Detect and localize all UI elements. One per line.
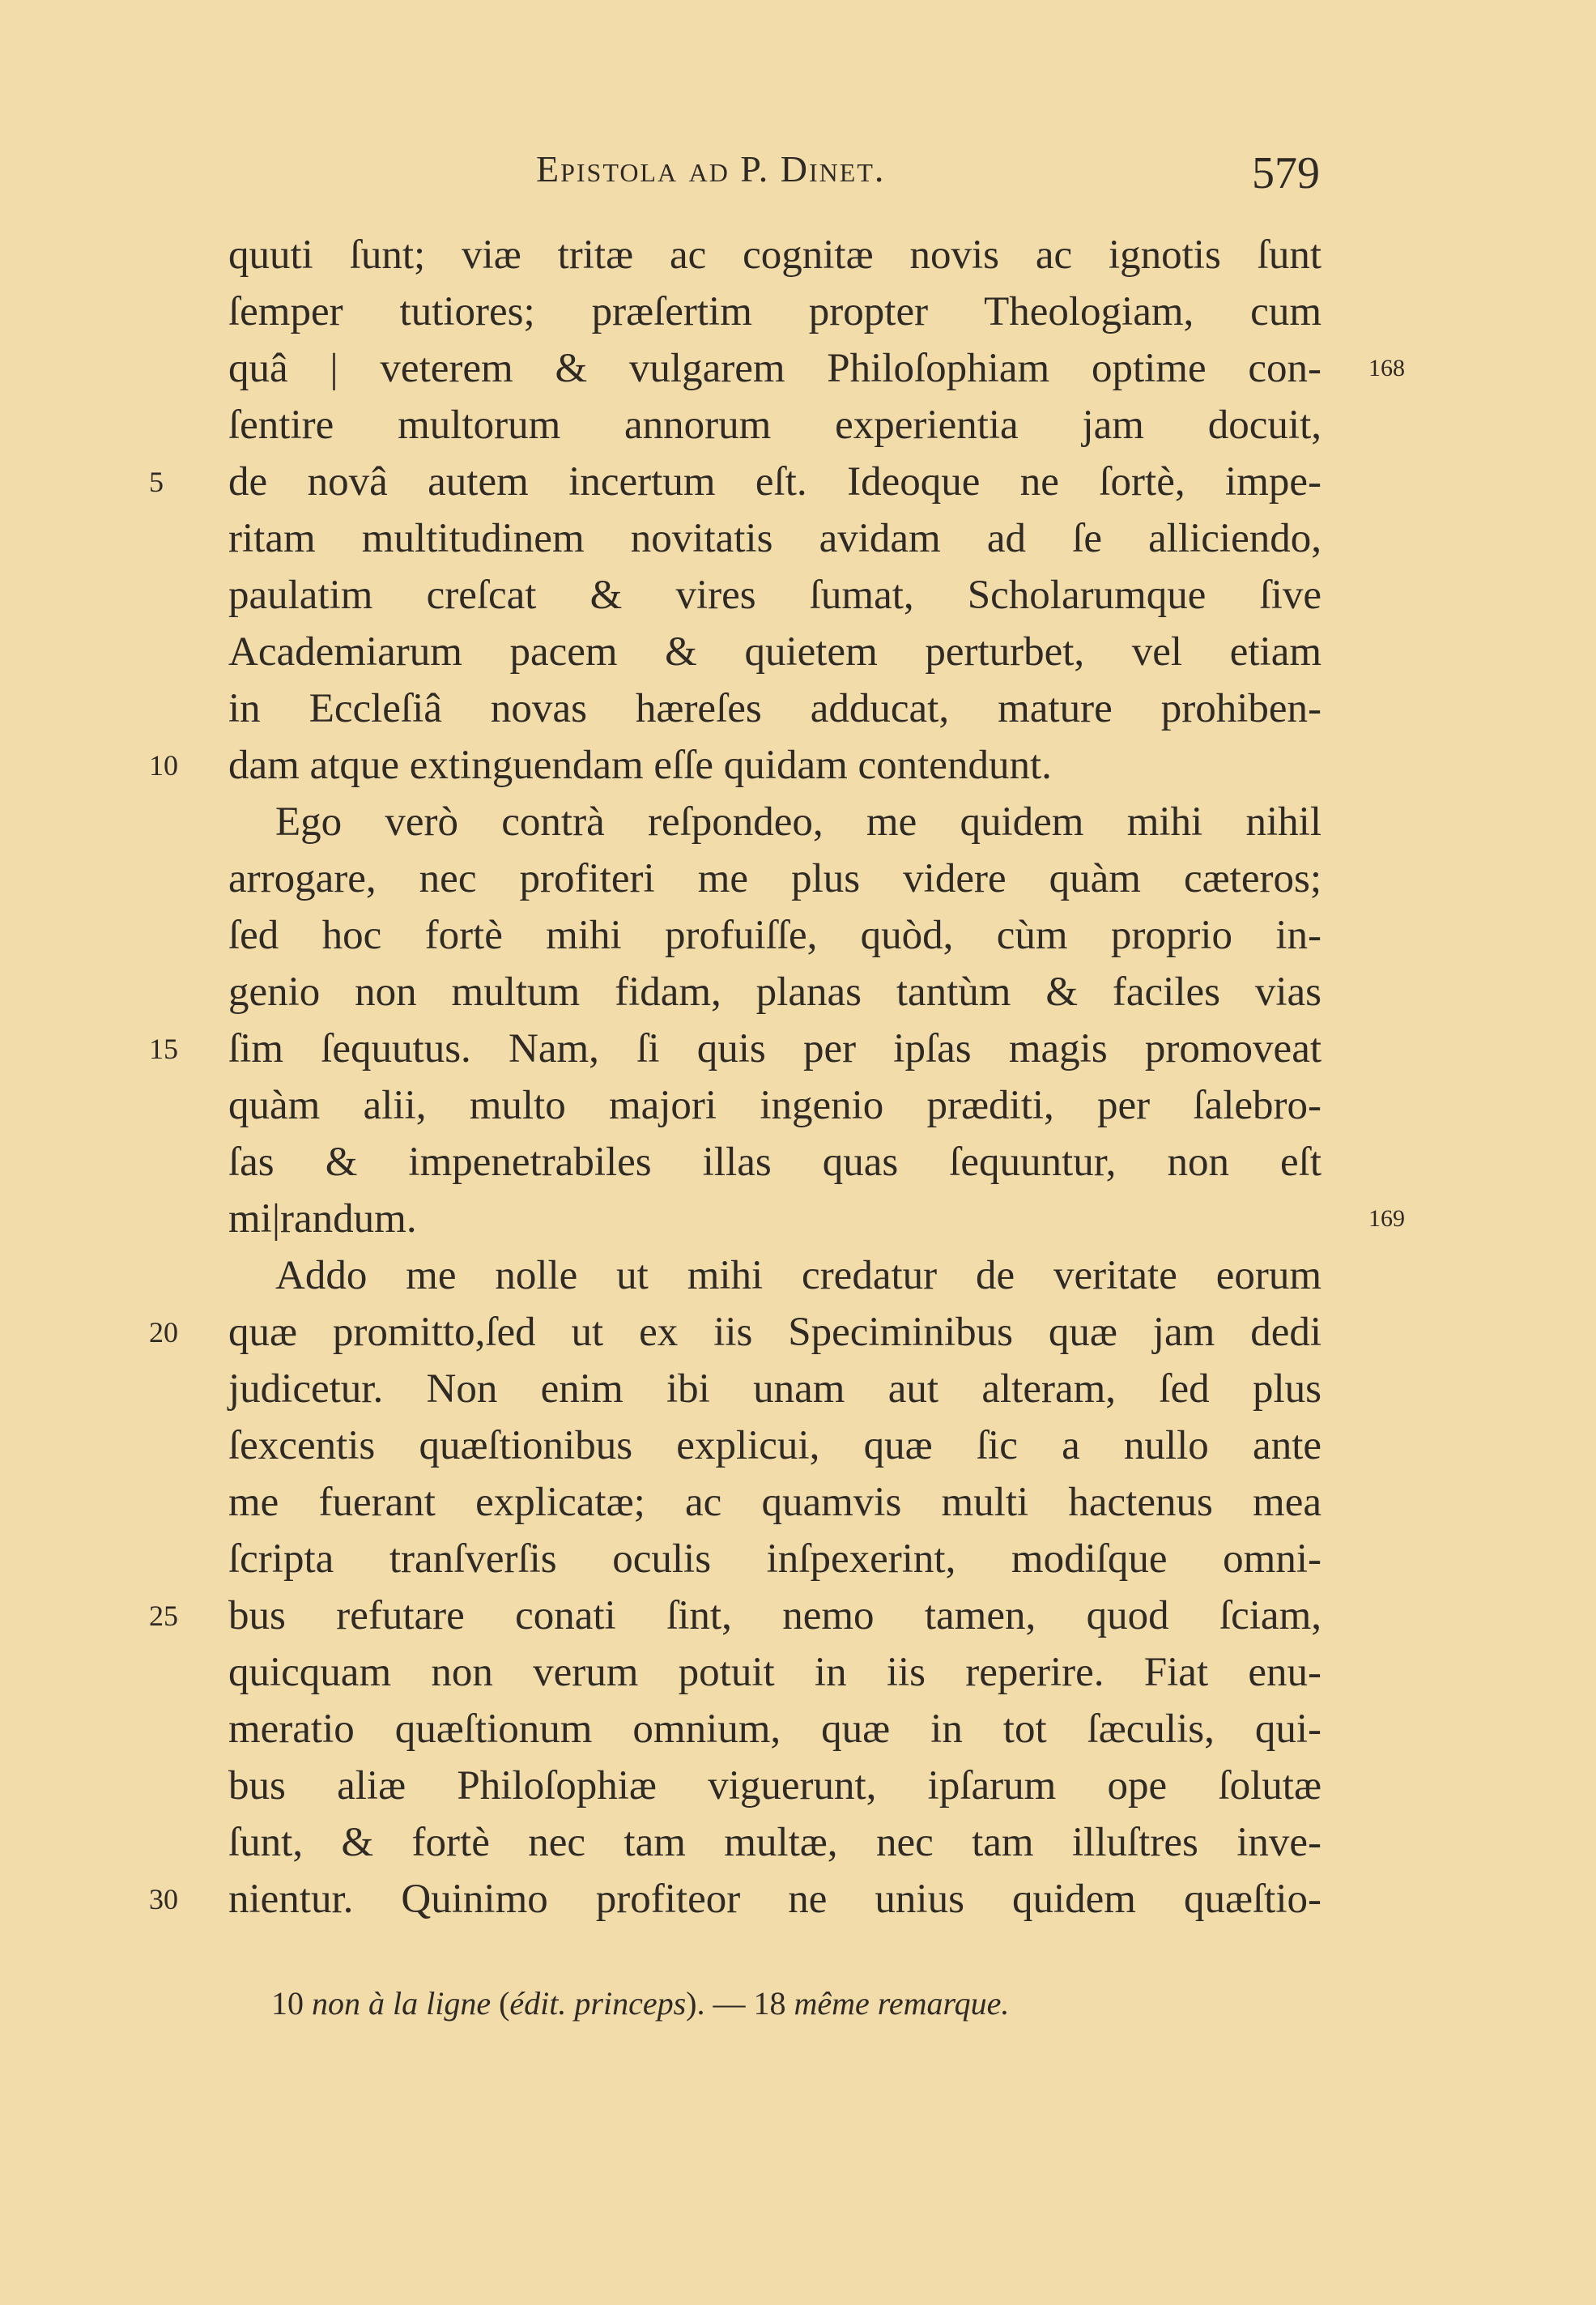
margin-page-ref: 169 [1368, 1205, 1405, 1232]
text-line: genio non multum fidam, planas tantùm & faciles vias [228, 969, 1321, 1015]
text-line: ſas & impenetrabiles illas quas ſequuntur, non eſt [228, 1140, 1321, 1185]
line-number: 10 [149, 749, 178, 782]
text-line: ſim ſequutus. Nam, ſi quis per ipſas magis promoveat [228, 1026, 1321, 1072]
text-line: quuti ſunt; viæ tritæ ac cognitæ novis ac ignotis ſunt [228, 232, 1321, 278]
footnote-line-ref: 10 [271, 1985, 304, 2022]
line-number: 20 [149, 1316, 178, 1348]
margin-page-ref: 168 [1368, 355, 1405, 381]
text-line: de novâ autem incertum eſt. Ideoque ne ſortè, impe- [228, 459, 1321, 505]
text-line: ſcripta tranſverſis oculis inſpexerint, modiſque omni- [228, 1536, 1321, 1582]
line-number: 15 [149, 1033, 178, 1065]
footnote-remark: non à la ligne [312, 1985, 492, 2022]
footnote-remark-2: même remarque. [794, 1985, 1010, 2022]
line-number: 30 [149, 1883, 178, 1915]
text-line: in Eccleſiâ novas hæreſes adducat, mature prohiben- [228, 686, 1321, 731]
text-line: Ego verò contrà reſpondeo, me quidem mihi nihil [275, 799, 1321, 845]
line-number: 25 [149, 1600, 178, 1632]
text-line: quicquam non verum potuit in iis reperire. Fiat enu- [228, 1650, 1321, 1695]
text-line: mi|randum. [228, 1196, 417, 1242]
text-line: Academiarum pacem & quietem perturbet, vel etiam [228, 629, 1321, 675]
text-line: nientur. Quinimo profiteor ne unius quidem quæſtio- [228, 1877, 1321, 1922]
text-line: me fuerant explicatæ; ac quamvis multi hactenus mea [228, 1480, 1321, 1525]
text-line: quàm alii, multo majori ingenio præditi, per ſalebro- [228, 1083, 1321, 1128]
text-line: ſexcentis quæſtionibus explicui, quæ ſic a nullo ante [228, 1423, 1321, 1468]
text-line: paulatim creſcat & vires ſumat, Scholarumque ſive [228, 573, 1321, 618]
text-line: ſentire multorum annorum experientia jam docuit, [228, 403, 1321, 448]
running-header [227, 147, 1320, 212]
text-line: arrogare, nec profiteri me plus videre quàm cæteros; [228, 856, 1321, 901]
text-line: bus aliæ Philoſophiæ viguerunt, ipſarum ope ſolutæ [228, 1763, 1321, 1809]
text-line: quæ promitto,ſed ut ex iis Speciminibus quæ jam dedi [228, 1310, 1321, 1355]
text-line: quâ | veterem & vulgarem Philoſophiam optime con- [228, 346, 1321, 391]
text-line: Addo me nolle ut mihi credatur de veritate eorum [275, 1253, 1321, 1298]
text-line: ſemper tutiores; præſertim propter Theologiam, cum [228, 289, 1321, 334]
footnote-edition: édit. princeps [509, 1985, 687, 2022]
running-title: Epistola ad P. Dinet. [536, 148, 886, 190]
page-number: 579 [1252, 148, 1320, 198]
text-line: ritam multitudinem novitatis avidam ad ſe alliciendo, [228, 516, 1321, 561]
footnote: 10 non à la ligne (édit. princeps). — 18 même remarque. [271, 1985, 1010, 2022]
text-line: ſunt, & fortè nec tam multæ, nec tam illuſtres inve- [228, 1820, 1321, 1865]
text-line: bus refutare conati ſint, nemo tamen, quod ſciam, [228, 1593, 1321, 1638]
line-number: 5 [149, 466, 164, 498]
text-line: ſed hoc fortè mihi profuiſſe, quòd, cùm proprio in- [228, 913, 1321, 958]
text-line: dam atque extinguendam eſſe quidam contendunt. [228, 743, 1052, 788]
text-line: meratio quæſtionum omnium, quæ in tot ſæculis, qui- [228, 1706, 1321, 1752]
text-line: judicetur. Non enim ibi unam aut alteram, ſed plus [228, 1366, 1321, 1412]
